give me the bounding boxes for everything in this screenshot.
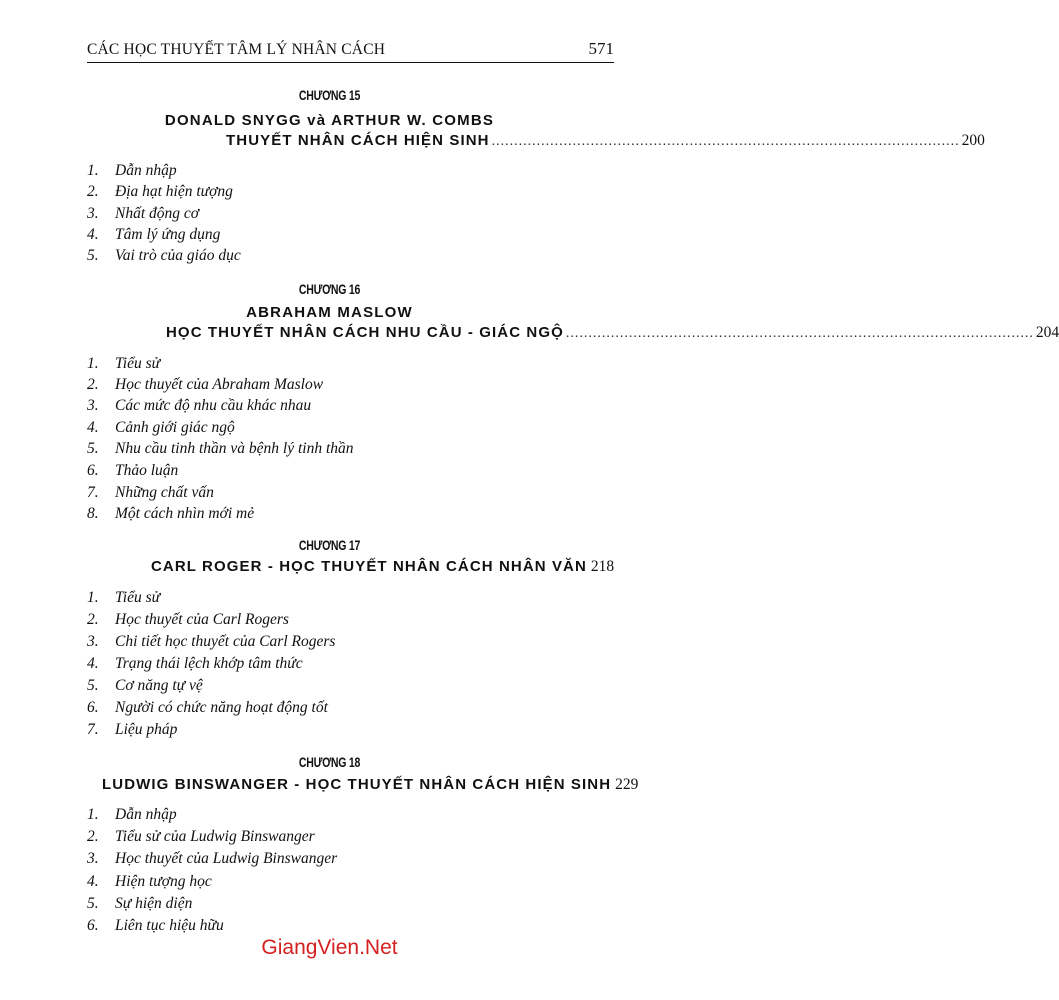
list-item: 2. Học thuyết của Carl Rogers xyxy=(87,611,289,628)
chapter-18-toc-line[interactable] xyxy=(102,776,639,796)
leader-dots: ........................................................................................................ xyxy=(565,326,1034,341)
list-item: 2. Địa hạt hiện tượng xyxy=(87,183,233,200)
chapter-16-title: HỌC THUYẾT NHÂN CÁCH NHU CẦU - GIÁC NGỘ xyxy=(166,324,564,341)
chapter-17-page: 218 xyxy=(590,558,615,575)
chapter-15-toc-line[interactable] xyxy=(226,132,985,152)
list-item: 4. Trạng thái lệch khớp tâm thức xyxy=(87,655,303,672)
page-number: 571 xyxy=(588,39,614,58)
chapter-15-page: 200 xyxy=(961,132,985,149)
list-item: 5. Sự hiện diện xyxy=(87,895,193,912)
list-item: 6. Thảo luận xyxy=(87,462,179,479)
list-item: 6. Liên tục hiệu hữu xyxy=(87,917,224,934)
chapter-18-title: LUDWIG BINSWANGER - HỌC THUYẾT NHÂN CÁCH HIỆN SINH xyxy=(102,776,612,793)
list-item: 2. Học thuyết của Abraham Maslow xyxy=(87,376,324,393)
list-item: 7. Liệu pháp xyxy=(87,721,178,738)
list-item: 3. Nhất động cơ xyxy=(87,205,200,222)
chapter-18-label: CHƯƠNG 18 xyxy=(298,755,361,770)
list-item: 3. Chi tiết học thuyết của Carl Rogers xyxy=(87,633,336,650)
list-item: 4. Hiện tượng học xyxy=(87,873,212,890)
list-item: 7. Những chất vấn xyxy=(87,484,214,501)
chapter-18-page: 229 xyxy=(615,776,639,793)
chapter-16-author: ABRAHAM MASLOW xyxy=(246,304,413,321)
watermark: GiangVien.Net xyxy=(261,936,398,959)
list-item: 3. Các mức độ nhu cầu khác nhau xyxy=(87,397,312,414)
chapter-16-label: CHƯƠNG 16 xyxy=(298,282,361,297)
chapter-15-title: THUYẾT NHÂN CÁCH HIỆN SINH xyxy=(226,132,490,149)
chapter-15-label: CHƯƠNG 15 xyxy=(298,88,361,103)
chapter-17-toc-line[interactable] xyxy=(151,558,614,578)
leader-dots: ........................................................................................................ xyxy=(491,134,960,149)
chapter-17-label: CHƯƠNG 17 xyxy=(298,538,361,553)
chapter-16-toc-line[interactable] xyxy=(166,324,1059,344)
list-item: 1. Tiểu sử xyxy=(87,589,161,606)
list-item: 5. Vai trò của giáo dục xyxy=(87,247,241,264)
running-header-title: CÁC HỌC THUYẾT TÂM LÝ NHÂN CÁCH xyxy=(87,41,386,58)
chapter-16-page: 204 xyxy=(1035,324,1059,341)
list-item: 1. Dẫn nhập xyxy=(87,162,177,179)
list-item: 4. Cảnh giới giác ngộ xyxy=(87,419,235,436)
list-item: 5. Nhu cầu tinh thần và bệnh lý tinh thần xyxy=(87,440,354,457)
list-item: 1. Tiểu sử xyxy=(87,355,161,372)
list-item: 4. Tâm lý ứng dụng xyxy=(87,226,221,243)
running-header xyxy=(87,38,614,63)
chapter-15-author: DONALD SNYGG và ARTHUR W. COMBS xyxy=(164,112,495,129)
list-item: 5. Cơ năng tự vệ xyxy=(87,677,203,694)
list-item: 2. Tiểu sử của Ludwig Binswanger xyxy=(87,828,315,845)
chapter-17-title: CARL ROGER - HỌC THUYẾT NHÂN CÁCH NHÂN VĂN xyxy=(151,558,587,575)
list-item: 3. Học thuyết của Ludwig Binswanger xyxy=(87,850,338,867)
list-item: 1. Dẫn nhập xyxy=(87,806,177,823)
list-item: 6. Người có chức năng hoạt động tốt xyxy=(87,699,328,716)
list-item: 8. Một cách nhìn mới mẻ xyxy=(87,505,255,522)
